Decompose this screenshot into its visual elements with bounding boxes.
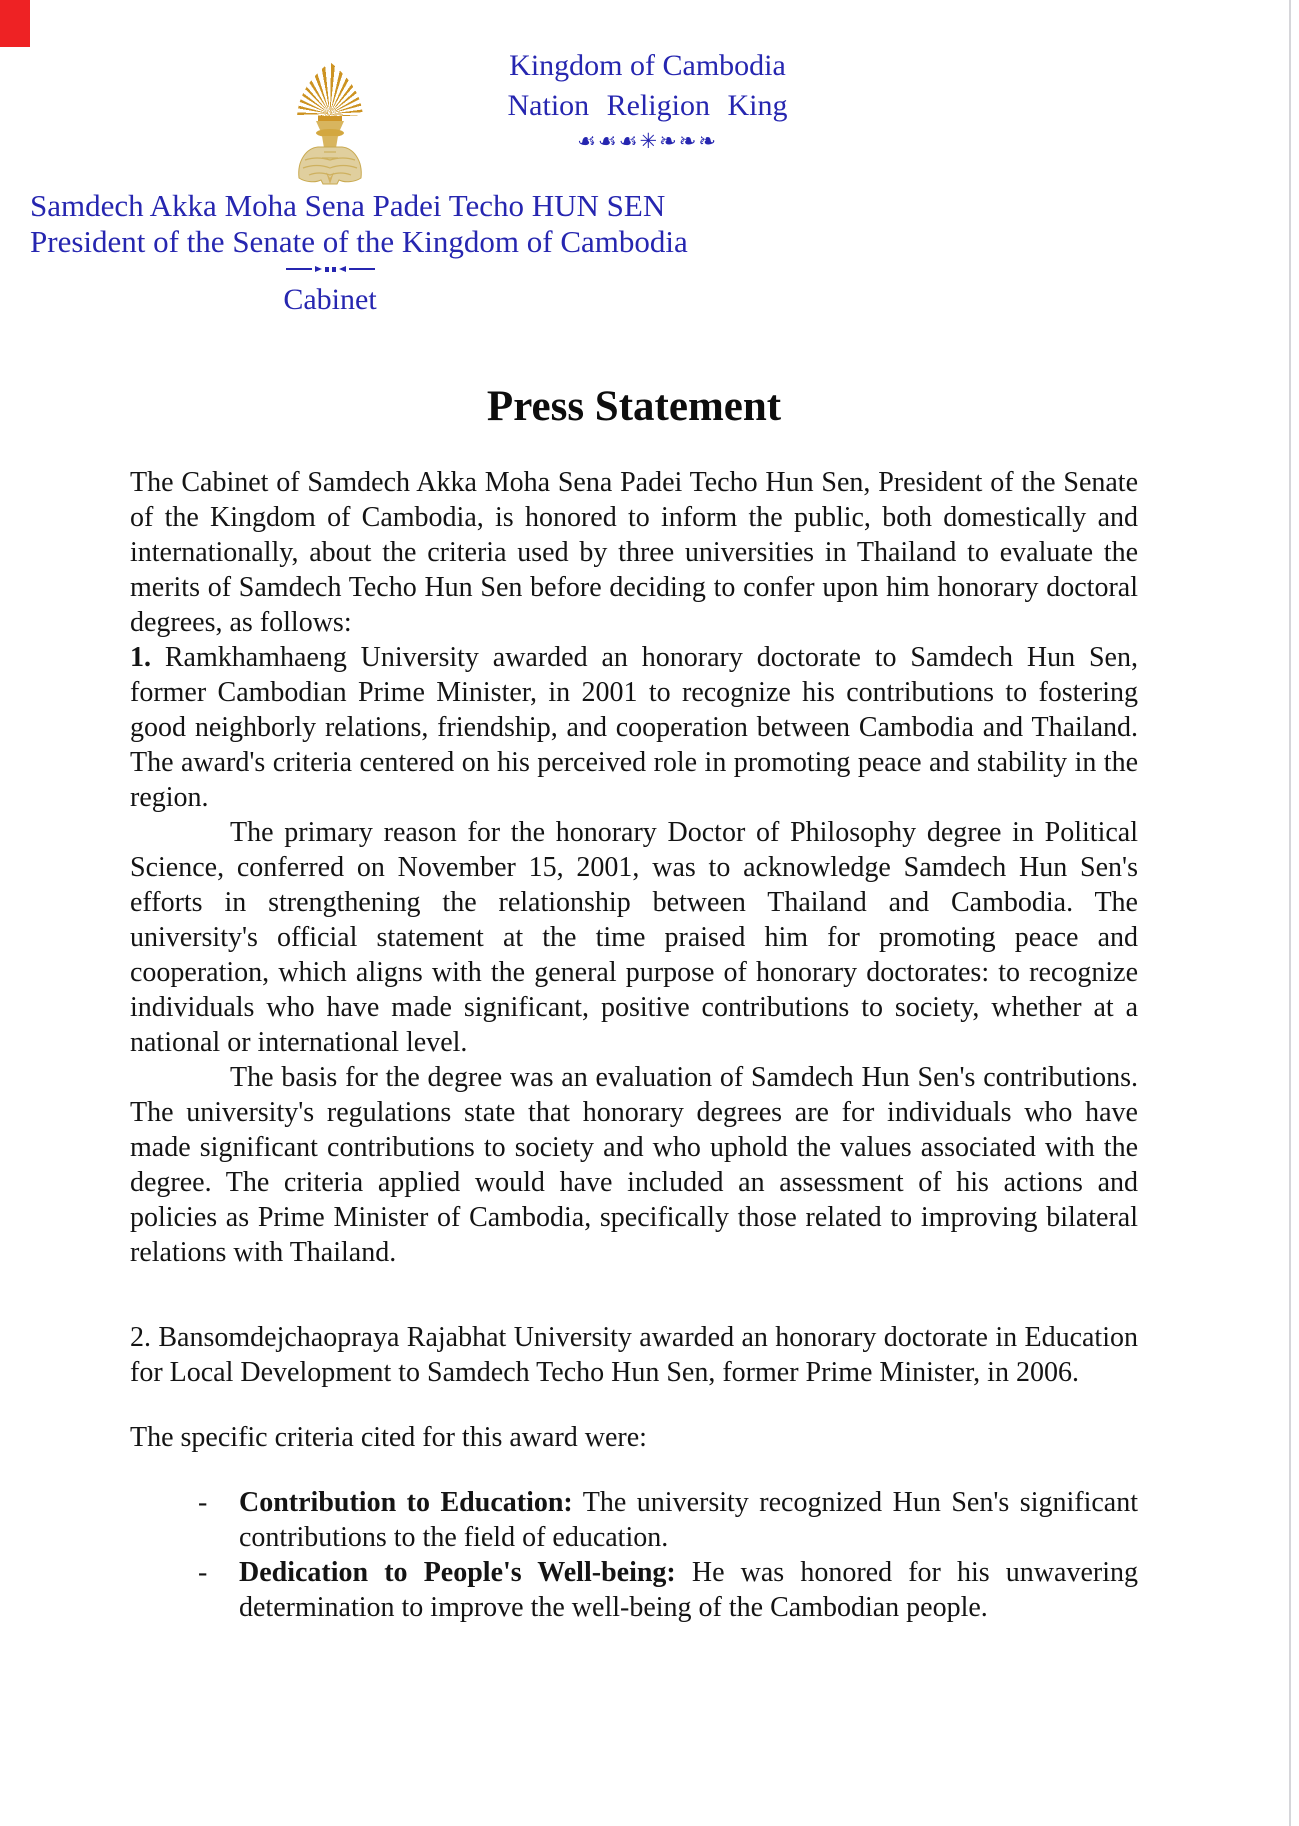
emblem-sunburst-icon <box>294 62 366 116</box>
paragraph <box>130 815 1138 1060</box>
letterhead-right <box>460 46 835 156</box>
page-edge-line <box>1289 0 1291 1826</box>
kingdom-line: Kingdom of Cambodia <box>509 49 786 82</box>
motto-line: Nation Religion King <box>507 89 788 122</box>
scroll-ornament-icon: ☙☙☙✳❧❧❧ <box>577 129 718 153</box>
red-corner-mark <box>0 0 30 47</box>
paragraph-lead: 1. <box>130 642 151 673</box>
paragraph <box>130 640 1138 815</box>
paragraph-text: 2. Bansomdejchaopraya Rajabhat University awarded an honorary doctorate in Education for Local Development to Samdech Techo Hun Sen, former Prime Minister, in 2006. <box>130 1322 1138 1388</box>
royal-arms-emblem-icon <box>291 62 369 186</box>
ornamental-divider-icon <box>30 264 630 274</box>
official-title: President of the Senate of the Kingdom of Cambodia <box>30 224 688 259</box>
emblem-pedestal-icon <box>291 116 369 186</box>
paragraph-text: The Cabinet of Samdech Akka Moha Sena Padei Techo Hun Sen, President of the Senate of the Kingdom of Cambodia, is honored to inform the public, both domestically and internationally, about the criteria used by three universities in Thailand to evaluate the merits of Samdech Techo Hun Sen before deciding to confer upon him honorary doctoral degrees, as follows: <box>130 467 1138 638</box>
paragraph <box>130 465 1138 640</box>
paragraph-text: Ramkhamhaeng University awarded an honorary doctorate to Samdech Hun Sen, former Cambodian Prime Minister, in 2001 to recognize his contributions to fostering good neighborly relations, friendship, and cooperation between Cambodia and Thailand. The award's criteria centered on his perceived role in promoting peace and stability in the region. <box>130 642 1138 813</box>
document-body <box>130 382 1138 1625</box>
paragraph <box>130 1320 1138 1390</box>
bullet-dash: - <box>198 1557 208 1588</box>
document-title: Press Statement <box>486 383 782 430</box>
bullet-dash: - <box>198 1487 208 1518</box>
official-name: Samdech Akka Moha Sena Padei Techo HUN SEN <box>30 188 666 223</box>
paragraph-text: The basis for the degree was an evaluation of Samdech Hun Sen's contributions. The university's regulations state that honorary degrees are for individuals who have made significant contributions to society and who uphold the values associated with the degree. The criteria applied would have included an assessment of his actions and policies as Prime Minister of Cambodia, specifically those related to improving bilateral relations with Thailand. <box>130 1062 1138 1268</box>
bullet-lead: Dedication to People's Well-being: <box>239 1557 676 1588</box>
paragraph <box>130 1060 1138 1270</box>
bullet-lead: Contribution to Education: <box>239 1487 573 1518</box>
office-label: Cabinet <box>283 283 377 316</box>
list-item <box>198 1555 1138 1625</box>
list-item <box>198 1485 1138 1555</box>
criteria-list <box>130 1485 1138 1625</box>
list-intro: The specific criteria cited for this award were: <box>130 1422 647 1453</box>
bullet-text: He was honored for his unwavering determination to improve the well-being of the Cambodian people. <box>239 1557 1138 1623</box>
paragraph-text: The primary reason for the honorary Doctor of Philosophy degree in Political Science, conferred on November 15, 2001, was to acknowledge Samdech Hun Sen's efforts in strengthening the relationship between Thailand and Cambodia. The university's official statement at the time praised him for promoting peace and cooperation, which aligns with the general purpose of honorary doctorates: to recognize individuals who have made significant, positive contributions to society, whether at a national or international level. <box>130 817 1138 1058</box>
body-paragraphs <box>130 465 1138 1390</box>
bullet-text: The university recognized Hun Sen's significant contributions to the field of education. <box>239 1487 1139 1553</box>
